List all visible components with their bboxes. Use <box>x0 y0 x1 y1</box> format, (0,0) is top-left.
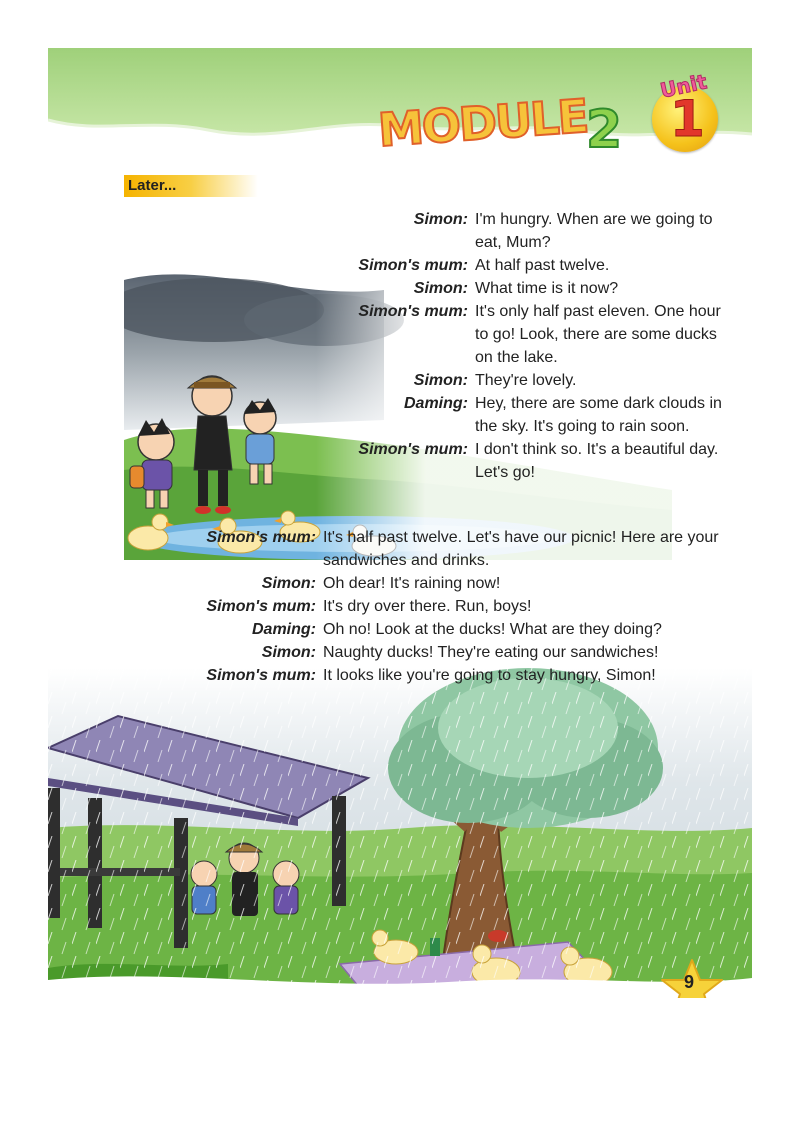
speaker: Simon's mum: <box>358 441 468 458</box>
speaker: Daming: <box>252 621 316 638</box>
dialogue-line <box>270 277 735 300</box>
speaker: Simon: <box>261 575 316 592</box>
dialogue-part-1 <box>270 208 735 484</box>
speaker: Simon's mum: <box>206 667 316 684</box>
dialogue-line <box>140 572 735 595</box>
dialogue-line <box>270 438 735 484</box>
dialogue-line <box>140 618 735 641</box>
dialogue-line <box>270 392 735 438</box>
page-number: 9 <box>684 972 695 992</box>
speaker: Simon: <box>413 280 468 297</box>
line-text: It's half past twelve. Let's have our picnic! Here are your sandwiches and drinks. <box>323 529 719 569</box>
picnic-rain-illustration <box>48 668 752 998</box>
line-text: I'm hungry. When are we going to eat, Mum? <box>475 211 713 251</box>
line-text: They're lovely. <box>475 372 577 389</box>
dialogue-line <box>270 300 735 369</box>
section-label: Later... <box>124 175 258 197</box>
dialogue-line <box>140 595 735 618</box>
line-text: What time is it now? <box>475 280 619 297</box>
line-text: Oh dear! It's raining now! <box>323 575 501 592</box>
dialogue-part-2 <box>140 526 735 687</box>
textbook-page <box>48 48 752 998</box>
line-text: It's dry over there. Run, boys! <box>323 598 532 615</box>
line-text: It looks like you're going to stay hungry, Simon! <box>323 667 656 684</box>
dialogue-line <box>270 254 735 277</box>
dialogue-line <box>140 526 735 572</box>
speaker: Simon: <box>261 644 316 661</box>
line-text: Naughty ducks! They're eating our sandwiches! <box>323 644 659 661</box>
speaker: Daming: <box>404 395 468 412</box>
line-text: I don't think so. It's a beautiful day. Let's go! <box>475 441 719 481</box>
module-title: MODULE <box>376 88 589 158</box>
speaker: Simon: <box>413 211 468 228</box>
line-text: At half past twelve. <box>475 257 610 274</box>
module-number: 2 <box>586 100 623 160</box>
dialogue-line <box>270 208 735 254</box>
speaker: Simon's mum: <box>206 529 316 546</box>
dialogue-line <box>270 369 735 392</box>
speaker: Simon's mum: <box>358 257 468 274</box>
dialogue-line <box>140 641 735 664</box>
line-text: Hey, there are some dark clouds in the sky. It's going to rain soon. <box>475 395 722 435</box>
speaker: Simon: <box>413 372 468 389</box>
unit-number: 1 <box>670 90 705 148</box>
speaker: Simon's mum: <box>206 598 316 615</box>
line-text: It's only half past eleven. One hour to go! Look, there are some ducks on the lake. <box>475 303 721 366</box>
dialogue-line <box>140 664 735 687</box>
speaker: Simon's mum: <box>358 303 468 320</box>
line-text: Oh no! Look at the ducks! What are they doing? <box>323 621 662 638</box>
unit-label: Unit <box>658 69 709 103</box>
